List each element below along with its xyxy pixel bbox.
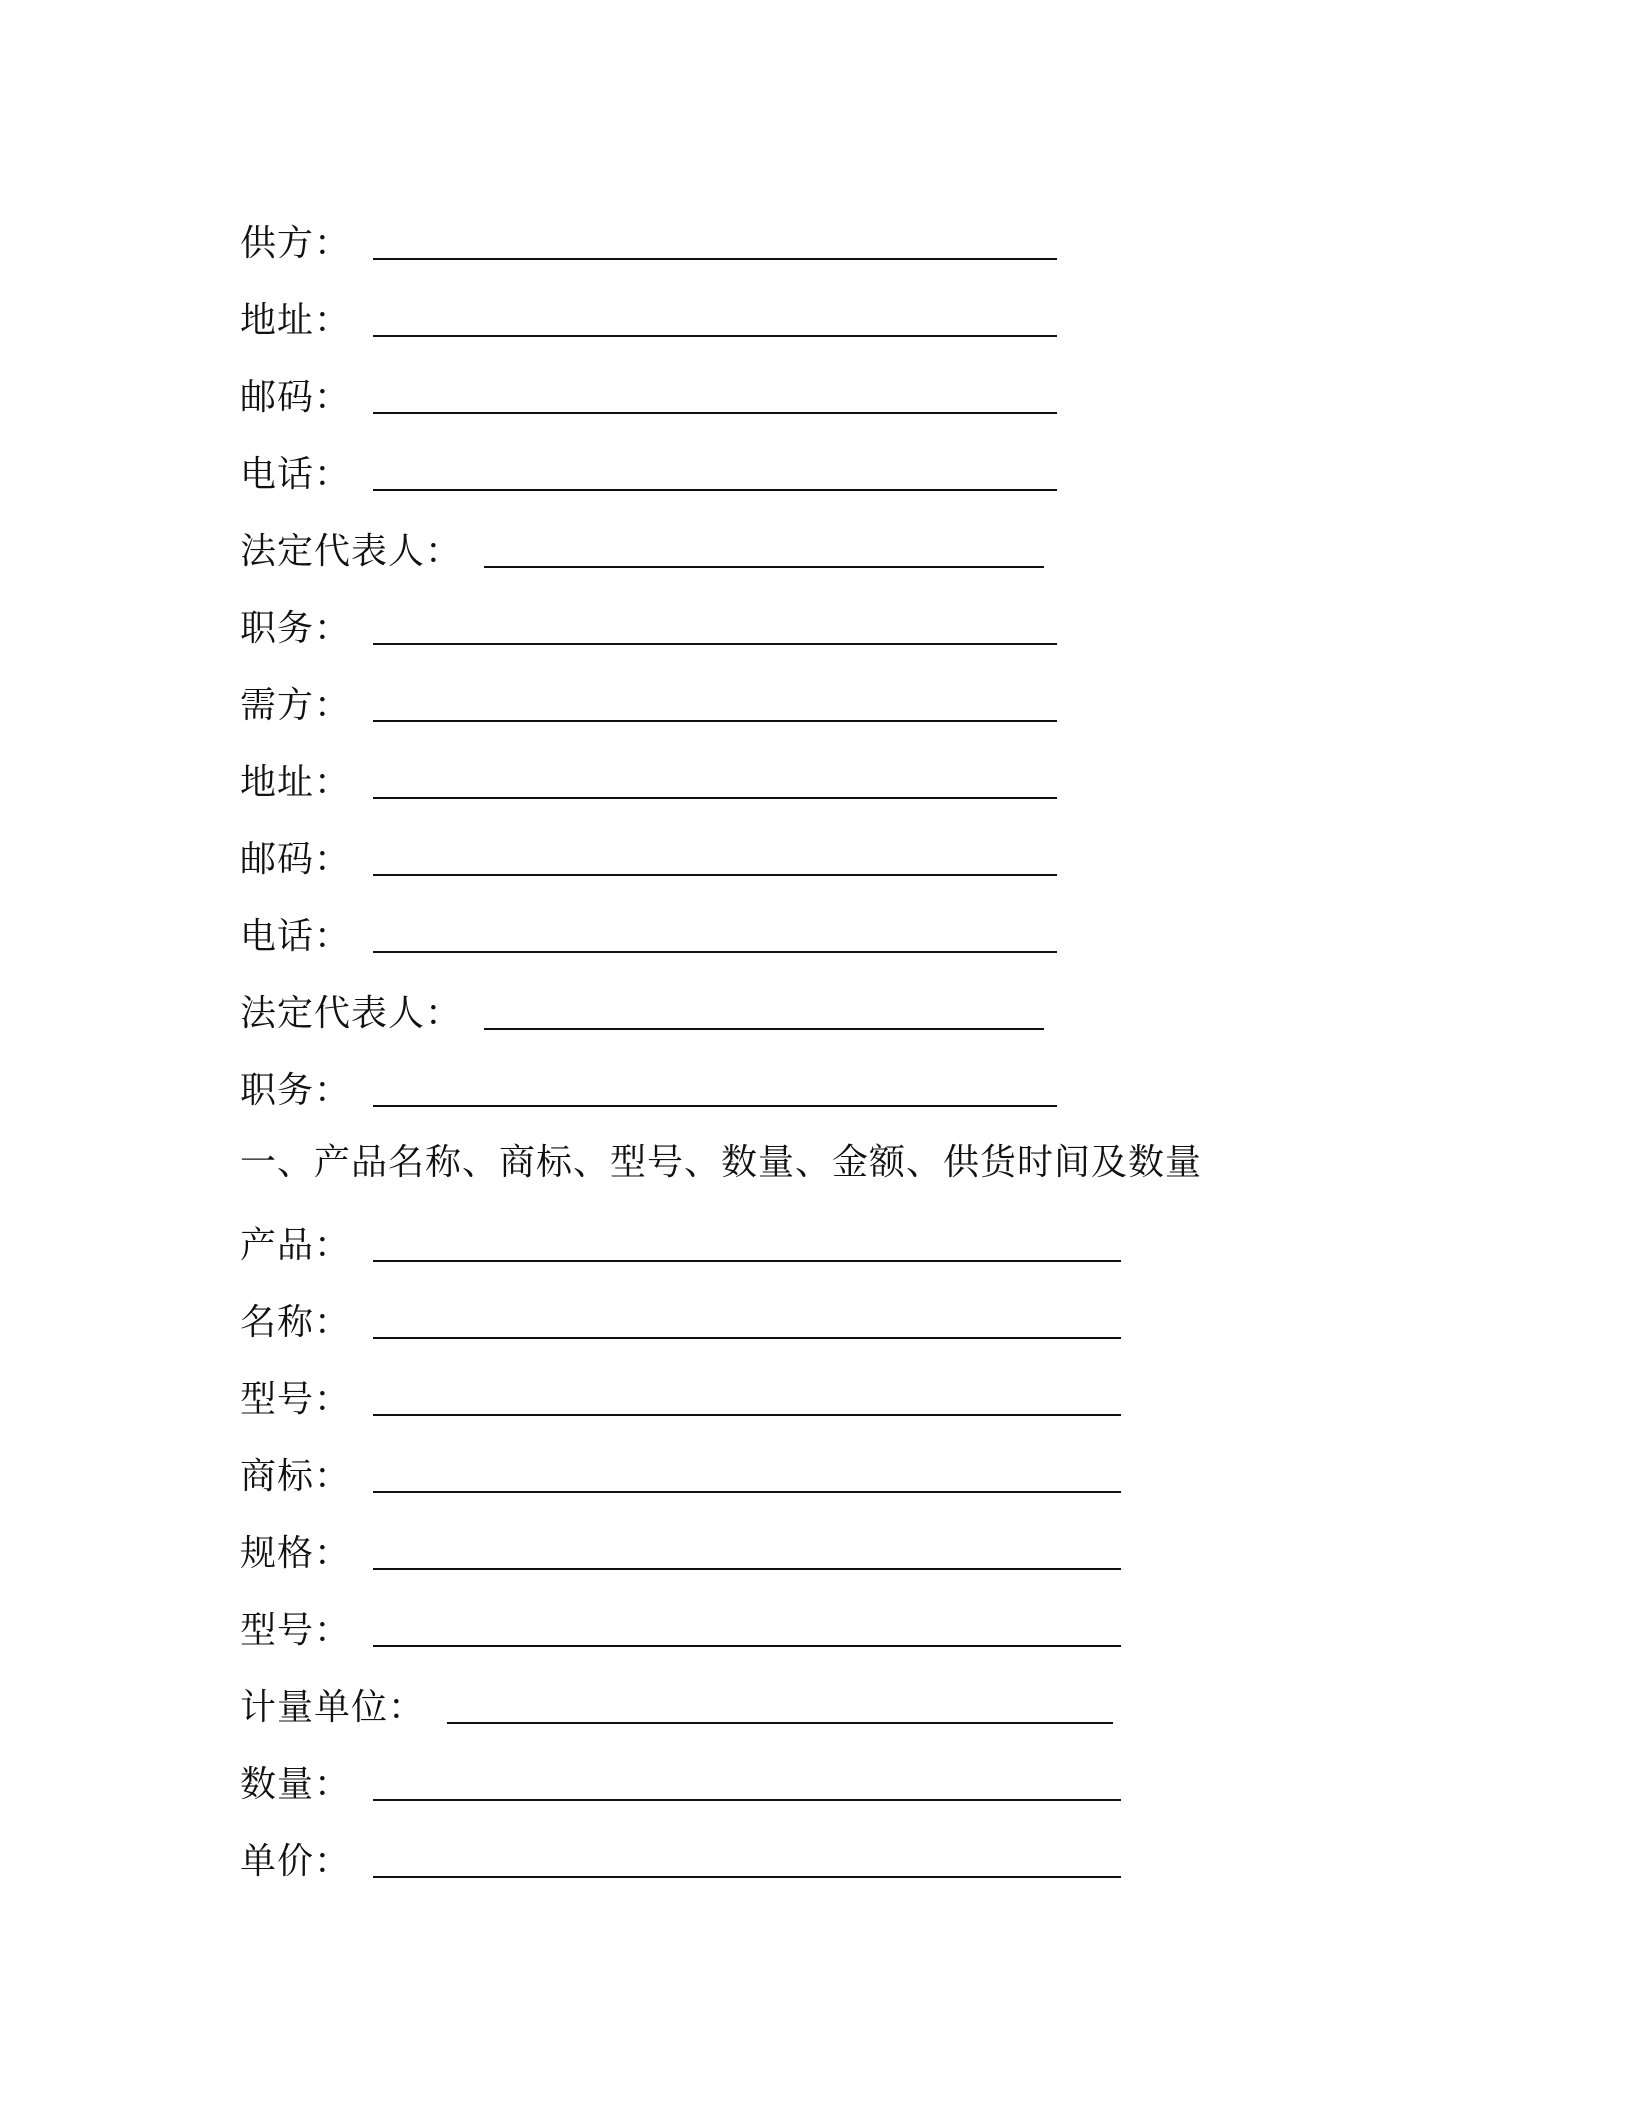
- buyer-party-label: 需方：: [240, 685, 352, 726]
- unit-row: [240, 1649, 1390, 1726]
- supplier-position-label: 职务：: [240, 608, 352, 649]
- trademark-row: [240, 1418, 1390, 1495]
- supplier-postcode-blank[interactable]: [373, 412, 1057, 414]
- model-row: [240, 1341, 1390, 1418]
- model-2-blank[interactable]: [373, 1645, 1121, 1647]
- buyer-party-blank[interactable]: [373, 720, 1057, 722]
- buyer-position-blank[interactable]: [373, 1105, 1057, 1107]
- unit-blank[interactable]: [447, 1722, 1113, 1724]
- supplier-legal-rep-blank[interactable]: [484, 566, 1044, 568]
- buyer-phone-blank[interactable]: [373, 951, 1057, 953]
- spec-label: 规格：: [240, 1533, 352, 1574]
- supplier-legal-rep-row: [240, 493, 1390, 570]
- supplier-postcode-label: 邮码：: [240, 377, 352, 418]
- model-2-label: 型号：: [240, 1610, 352, 1651]
- supplier-address-label: 地址：: [240, 300, 352, 341]
- buyer-party-row: [240, 647, 1390, 724]
- quantity-row: [240, 1726, 1390, 1803]
- supplier-postcode-row: [240, 339, 1390, 416]
- trademark-blank[interactable]: [373, 1491, 1121, 1493]
- spec-blank[interactable]: [373, 1568, 1121, 1570]
- product-row: [240, 1181, 1390, 1264]
- buyer-phone-row: [240, 878, 1390, 955]
- quantity-label: 数量：: [240, 1764, 352, 1805]
- buyer-position-row: [240, 1032, 1390, 1109]
- section-1-heading: 一、产品名称、商标、型号、数量、金额、供货时间及数量: [240, 1142, 1203, 1183]
- model-blank[interactable]: [373, 1414, 1121, 1416]
- product-label: 产品：: [240, 1225, 352, 1266]
- buyer-position-label: 职务：: [240, 1070, 352, 1111]
- buyer-legal-rep-blank[interactable]: [484, 1028, 1044, 1030]
- unit-price-blank[interactable]: [373, 1876, 1121, 1878]
- buyer-postcode-row: [240, 801, 1390, 878]
- supplier-party-row: [240, 185, 1390, 262]
- contract-form: [240, 185, 1390, 1880]
- trademark-label: 商标：: [240, 1456, 352, 1497]
- supplier-party-label: 供方：: [240, 223, 352, 264]
- supplier-phone-blank[interactable]: [373, 489, 1057, 491]
- unit-price-label: 单价：: [240, 1841, 352, 1882]
- buyer-address-row: [240, 724, 1390, 801]
- supplier-phone-row: [240, 416, 1390, 493]
- buyer-postcode-label: 邮码：: [240, 839, 352, 880]
- model-2-row: [240, 1572, 1390, 1649]
- quantity-blank[interactable]: [373, 1799, 1121, 1801]
- buyer-postcode-blank[interactable]: [373, 874, 1057, 876]
- unit-price-row: [240, 1803, 1390, 1880]
- name-label: 名称：: [240, 1302, 352, 1343]
- unit-label: 计量单位：: [240, 1687, 426, 1728]
- name-row: [240, 1264, 1390, 1341]
- model-label: 型号：: [240, 1379, 352, 1420]
- supplier-position-blank[interactable]: [373, 643, 1057, 645]
- buyer-address-blank[interactable]: [373, 797, 1057, 799]
- spec-row: [240, 1495, 1390, 1572]
- name-blank[interactable]: [373, 1337, 1121, 1339]
- buyer-legal-rep-label: 法定代表人：: [240, 993, 463, 1034]
- supplier-position-row: [240, 570, 1390, 647]
- supplier-legal-rep-label: 法定代表人：: [240, 531, 463, 572]
- supplier-party-blank[interactable]: [373, 258, 1057, 260]
- buyer-phone-label: 电话：: [240, 916, 352, 957]
- supplier-address-row: [240, 262, 1390, 339]
- supplier-address-blank[interactable]: [373, 335, 1057, 337]
- buyer-address-label: 地址：: [240, 762, 352, 803]
- supplier-phone-label: 电话：: [240, 454, 352, 495]
- buyer-legal-rep-row: [240, 955, 1390, 1032]
- product-blank[interactable]: [373, 1260, 1121, 1262]
